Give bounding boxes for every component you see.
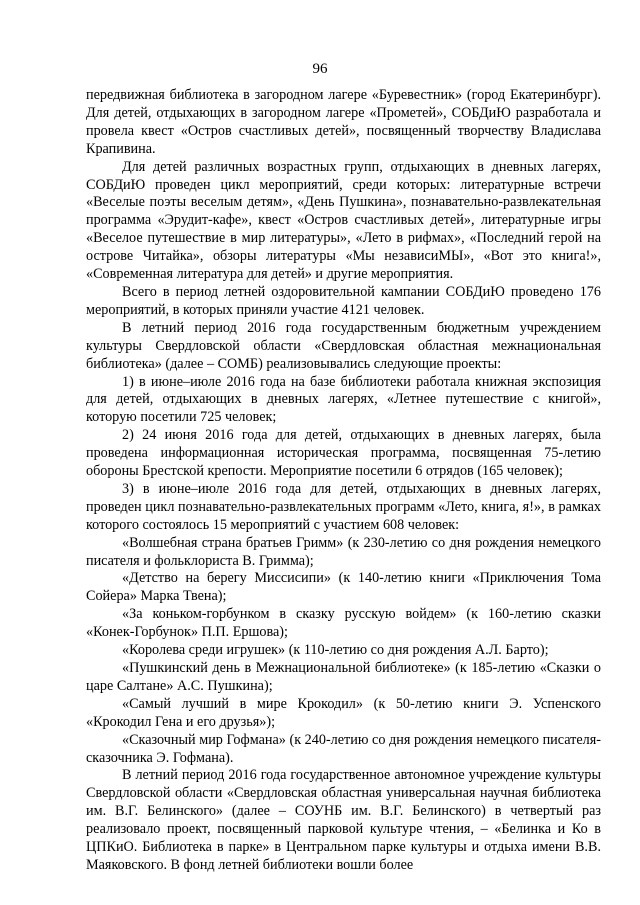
paragraph: Для детей различных возрастных групп, отдыхающих в дневных лагерях, СОБДиЮ проведен цикл мероприятий, среди которых: литературные встречи «Веселые поэты веселым детям», «День Пушкина», познавательно-развлекательная программа «Эрудит-кафе», квест «Остров счастливых детей», литературные игры «Веселое путешествие в мир литературы», «Лето в рифмах», «Последний герой на острове Читайка», обзоры литературы «Мы независиМЫ», «Вот это книга!», «Современная литература для детей» и другие мероприятия. — [86, 158, 601, 283]
paragraph: Всего в период летней оздоровительной кампании СОБДиЮ проведено 176 мероприятий, в которых приняли участие 4121 человек. — [86, 283, 601, 318]
list-item: 3) в июне–июле 2016 года для детей, отдыхающих в дневных лагерях, проведен цикл познавательно-развлекательных программ «Лето, книга, я!», в рамках которого состоялось 15 мероприятий с участием 608 человек: — [86, 480, 601, 533]
program-item: «Детство на берегу Миссисипи» (к 140-летию книги «Приключения Тома Сойера» Марка Твена); — [86, 570, 601, 605]
list-item: 2) 24 июня 2016 года для детей, отдыхающих в дневных лагерях, была проведена информационная историческая программа, посвященная 75-летию обороны Брестской крепости. Мероприятие посетили 6 отрядов (165 человек); — [86, 427, 601, 480]
program-item: «Сказочный мир Гофмана» (к 240-летию со дня рождения немецкого писателя-сказочника Э. Гофмана). — [86, 731, 601, 766]
program-item: «За коньком-горбунком в сказку русскую войдем» (к 160-летию сказки «Конек-Горбунок» П.П. Ершова); — [86, 606, 601, 641]
paragraph: передвижная библиотека в загородном лагере «Буревестник» (город Екатеринбург). Для детей, отдыхающих в загородном лагере «Прометей», СОБДиЮ разработала и провела квест «Остров счастливых детей», посвященный творчеству Владислава Крапивина. — [86, 87, 601, 157]
page-body — [86, 87, 601, 875]
program-item: «Королева среди игрушек» (к 110-летию со дня рождения А.Л. Барто); — [122, 642, 549, 659]
paragraph: В летний период 2016 года государственным бюджетным учреждением культуры Свердловской области «Свердловская областная межнациональная библиотека» (далее – СОМБ) реализовывались следующие проекты: — [86, 319, 601, 372]
program-item: «Пушкинский день в Межнациональной библиотеке» (к 185-летию «Сказки о царе Салтане» А.С. Пушкина); — [86, 660, 601, 694]
program-item: «Самый лучший в мире Крокодил» (к 50-летию книги Э. Успенского «Крокодил Гена и его друзья»); — [86, 695, 601, 730]
list-item: 1) в июне–июле 2016 года на базе библиотеки работала книжная экспозиция для детей, отдыхающих в дневных лагерях, «Летнее путешествие с книгой», которую посетили 725 человек; — [86, 373, 601, 426]
page-number: 96 — [312, 61, 328, 77]
paragraph: В летний период 2016 года государственное автономное учреждение культуры Свердловской области «Свердловская областная универсальная научная библиотека им. В.Г. Белинского» (далее – СОУНБ им. В.Г. Белинского) в четвертый раз реализовало проект, посвященный парковой культуре чтения, – «Белинка и Ко в ЦПКиО. Библиотека в парке» в Центральном парке культуры и отдыха имени В.В. Маяковского. В фонд летней библиотеки вошли более — [86, 767, 601, 873]
program-item: «Волшебная страна братьев Гримм» (к 230-летию со дня рождения немецкого писателя и фольклориста В. Гримма); — [86, 534, 601, 569]
